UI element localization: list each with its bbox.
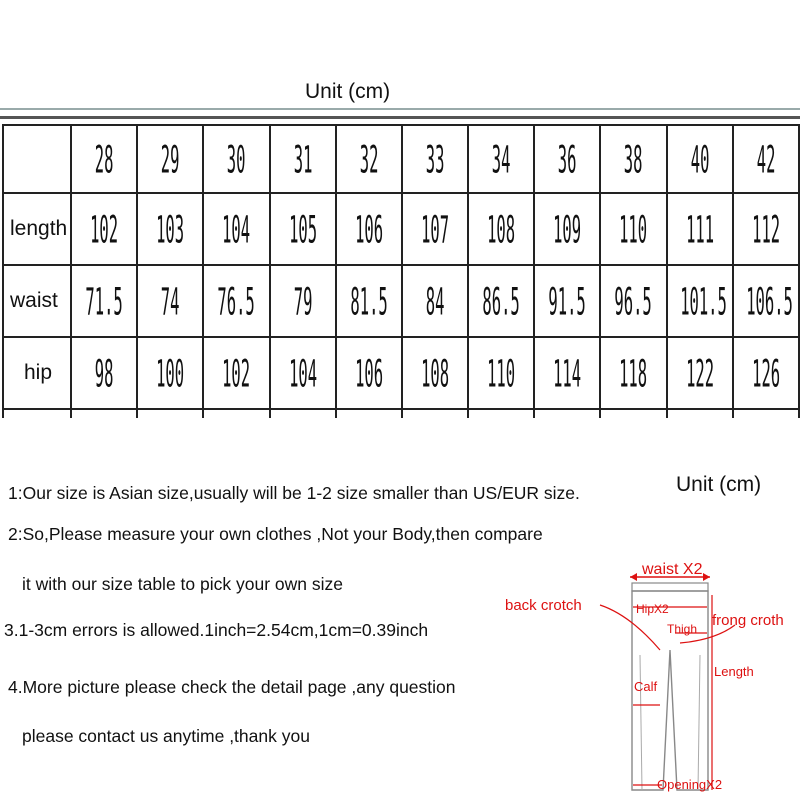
table-cell: 118 [613,337,654,409]
table-cell: 91.5 [547,265,588,337]
table-cell: 96.5 [613,265,654,337]
size-header-cell: 28 [84,125,125,193]
table-cell: 108 [481,193,522,265]
table-corner-cell [3,125,71,193]
table-row-waist [3,265,799,337]
note-4: 4.More picture please check the detail page ,any question [8,677,456,697]
table-cell [534,409,600,418]
table-cell: 106.5 [745,265,786,337]
note-1: 1:Our size is Asian size,usually will be 1-2 size smaller than US/EUR size. [8,483,580,503]
table-cell [402,409,468,418]
table-cell [667,409,733,418]
table-row-hip [3,337,799,409]
size-header-cell: 40 [679,125,720,193]
table-cell: 79 [282,265,323,337]
table-cell: 103 [150,193,191,265]
length-label: Length [714,664,754,679]
table-cell: 101.5 [679,265,720,337]
thigh-label: Thigh [667,622,698,636]
table-cell: 106 [348,337,389,409]
top-divider [0,108,800,110]
note-2: 2:So,Please measure your own clothes ,Not your Body,then compare [8,524,543,544]
table-cell: 102 [216,337,257,409]
table-cell: 112 [745,193,786,265]
table-cell: 76.5 [216,265,257,337]
calf-label: Calf [634,679,658,694]
note-4-continued: please contact us anytime ,thank you [22,726,310,746]
table-cell: 98 [84,337,125,409]
unit-label-mid: Unit (cm) [676,473,762,496]
table-cell [137,409,203,418]
table-row-header [3,125,799,193]
row-label-waist: waist [3,265,71,337]
size-header-cell: 30 [216,125,257,193]
waist-arrow-head-right [703,573,710,581]
size-header-cell: 29 [150,125,191,193]
size-header-cell: 34 [481,125,522,193]
unit-label-top: Unit (cm) [305,80,391,103]
size-header-cell: 32 [348,125,389,193]
front-crotch-label: frong croth [712,612,784,629]
table-cell: 106 [348,193,389,265]
table-cell: 81.5 [348,265,389,337]
table-cell: 104 [282,337,323,409]
note-2-continued: it with our size table to pick your own size [22,574,343,594]
pants-diagram [500,555,800,800]
size-header-cell: 36 [547,125,588,193]
table-cell: 110 [613,193,654,265]
size-header-cell: 31 [282,125,323,193]
table-cell: 122 [679,337,720,409]
table-row-length [3,193,799,265]
table-cell: 84 [415,265,456,337]
table-cell: 107 [415,193,456,265]
size-header-cell: 42 [745,125,786,193]
table-cell: 126 [745,337,786,409]
waist-label: waist X2 [642,561,703,578]
note-3: 3.1-3cm errors is allowed.1inch=2.54cm,1cm=0.39inch [4,620,429,640]
table-cell [468,409,534,418]
row-label-hip: hip [3,337,71,409]
size-table [2,124,800,418]
table-cell [71,409,137,418]
table-cell [270,409,336,418]
table-cell: 105 [282,193,323,265]
table-cell [336,409,402,418]
seam-right [698,655,700,790]
top-divider-dark [0,116,800,119]
table-cell [3,409,71,418]
size-header-cell: 38 [613,125,654,193]
waist-arrow-head-left [630,573,637,581]
table-cell: 108 [415,337,456,409]
table-cell: 111 [679,193,720,265]
opening-label: OpeningX2 [657,777,723,792]
table-cell: 109 [547,193,588,265]
table-row-partial [3,409,799,418]
table-cell: 100 [150,337,191,409]
waistband [632,583,708,591]
table-cell: 104 [216,193,257,265]
back-crotch-label: back crotch [505,597,582,614]
table-cell: 114 [547,337,588,409]
row-label-length: length [3,193,71,265]
table-cell: 74 [150,265,191,337]
table-cell: 110 [481,337,522,409]
table-cell [733,409,799,418]
table-cell: 102 [84,193,125,265]
table-cell [203,409,269,418]
table-cell: 71.5 [84,265,125,337]
seam-left [640,655,642,790]
hip-label: HipX2 [636,602,669,616]
table-cell [600,409,666,418]
size-header-cell: 33 [415,125,456,193]
table-cell: 86.5 [481,265,522,337]
